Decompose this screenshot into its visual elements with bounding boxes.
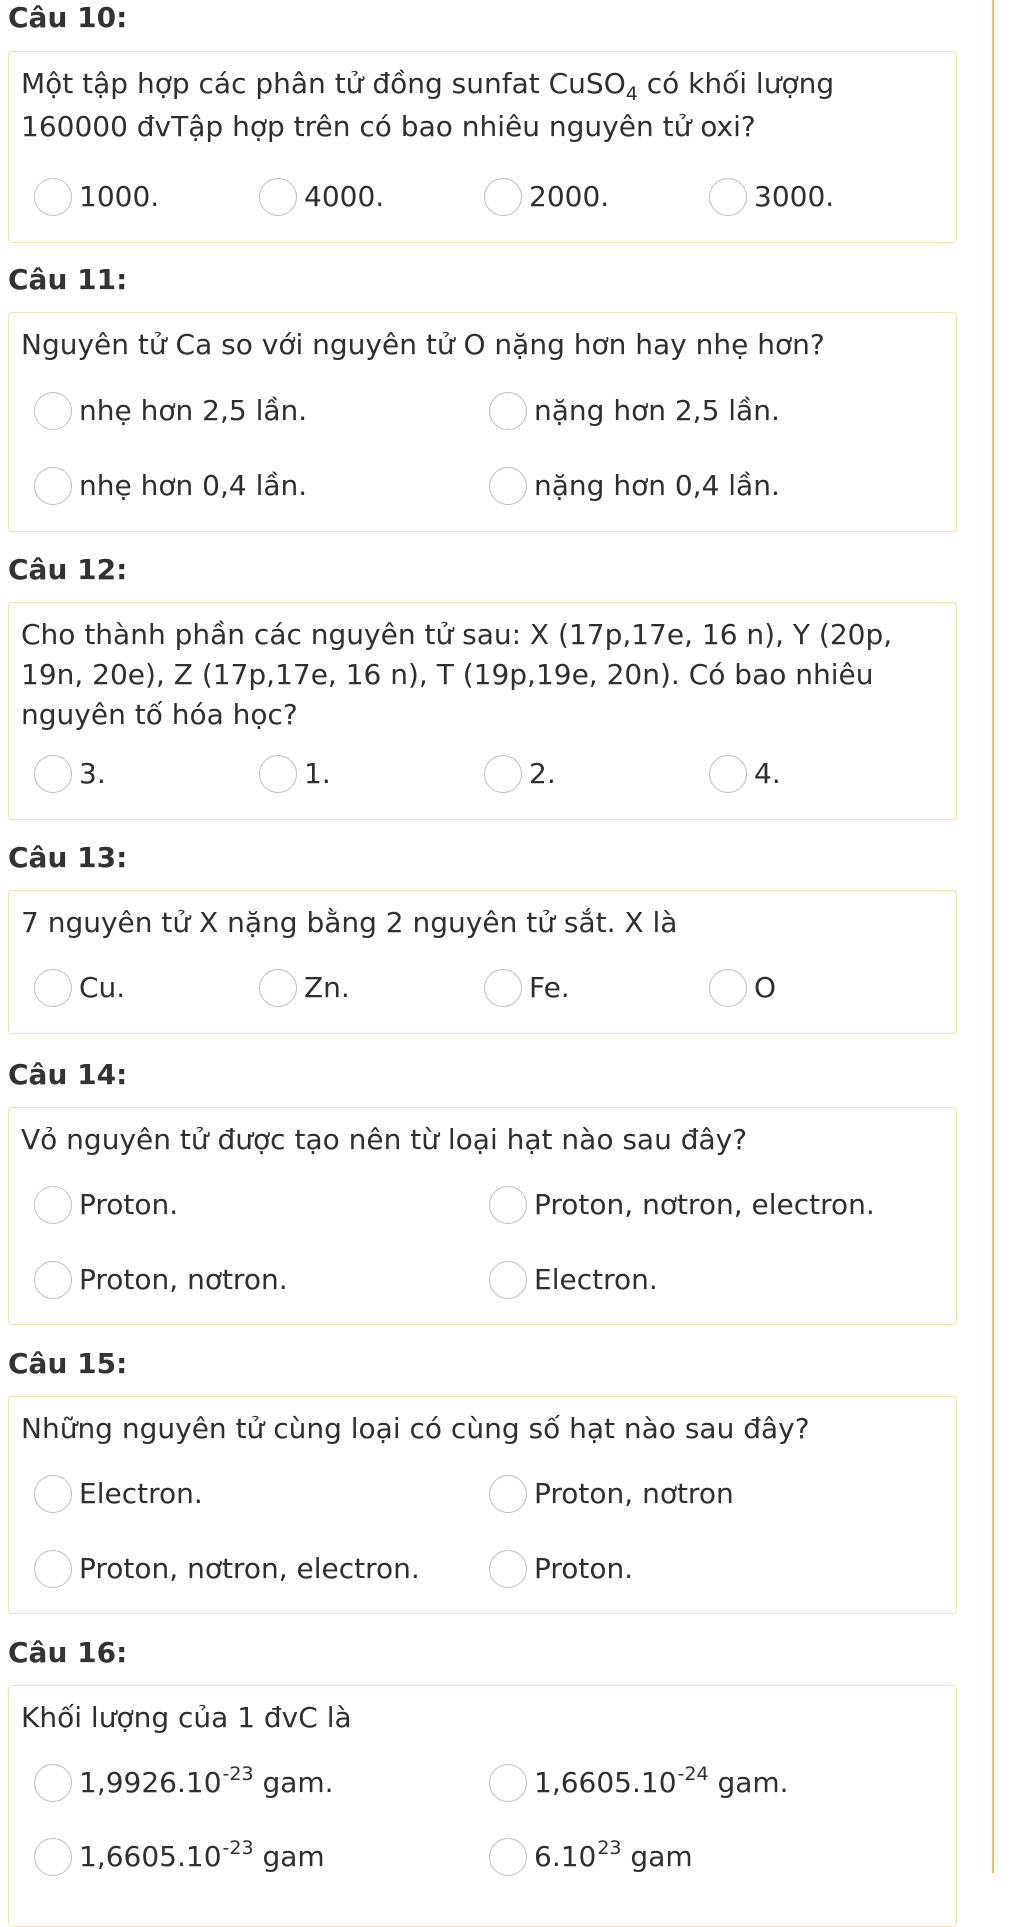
radio-button[interactable]: [259, 969, 297, 1007]
radio-button[interactable]: [259, 178, 297, 216]
option-label: 2.: [529, 757, 556, 790]
question-title: Câu 14:: [8, 1058, 128, 1091]
radio-button[interactable]: [34, 969, 72, 1007]
question-box: [8, 51, 957, 243]
question-box: [8, 1107, 957, 1325]
option-label: $1,6605.10^{-24}$ gam.: [534, 1763, 789, 1799]
option-label: 6.10$^{23}$ gam: [534, 1837, 693, 1873]
radio-button[interactable]: [34, 1261, 72, 1299]
option-label: 1000.: [79, 180, 160, 213]
option-label: Fe.: [529, 971, 570, 1004]
radio-button[interactable]: [709, 178, 747, 216]
option-label: 1.: [304, 757, 331, 790]
radio-button[interactable]: [489, 467, 527, 505]
radio-button[interactable]: [34, 755, 72, 793]
option-label: 4000.: [304, 180, 385, 213]
option-label: Proton, nơtron: [534, 1477, 734, 1510]
option-label: $1,6605.10^{-23}$ gam: [79, 1837, 325, 1873]
radio-button[interactable]: [489, 1261, 527, 1299]
radio-button[interactable]: [709, 969, 747, 1007]
option-label: Zn.: [304, 971, 350, 1004]
option-label: Proton, nơtron, electron.: [534, 1188, 875, 1221]
question-title: Câu 10:: [8, 1, 128, 34]
radio-button[interactable]: [489, 1764, 527, 1802]
question-title: Câu 11:: [8, 263, 128, 296]
option-label: 2000.: [529, 180, 610, 213]
question-text: Nguyên tử Ca so với nguyên tử O nặng hơn hay nhẹ hơn?: [21, 328, 825, 361]
option-label: Electron.: [534, 1263, 658, 1296]
option-label: Proton.: [79, 1188, 179, 1221]
radio-button[interactable]: [34, 467, 72, 505]
radio-button[interactable]: [489, 1475, 527, 1513]
option-label: O: [754, 971, 777, 1004]
option-label: 4.: [754, 757, 781, 790]
radio-button[interactable]: [34, 1475, 72, 1513]
question-box: [8, 602, 957, 820]
radio-button[interactable]: [489, 392, 527, 430]
question-title: Câu 16:: [8, 1636, 128, 1669]
option-label: Proton.: [534, 1552, 634, 1585]
option-label: 3.: [79, 757, 106, 790]
question-text: Khối lượng của 1 đvC là: [21, 1701, 352, 1734]
radio-button[interactable]: [484, 969, 522, 1007]
option-label: Electron.: [79, 1477, 203, 1510]
option-label: nặng hơn 2,5 lần.: [534, 394, 780, 427]
radio-button[interactable]: [484, 178, 522, 216]
question-box: [8, 890, 957, 1034]
radio-button[interactable]: [489, 1186, 527, 1224]
option-label: nhẹ hơn 0,4 lần.: [79, 469, 308, 502]
radio-button[interactable]: [709, 755, 747, 793]
question-text: Những nguyên tử cùng loại có cùng số hạt nào sau đây?: [21, 1412, 810, 1445]
radio-button[interactable]: [489, 1838, 527, 1876]
radio-button[interactable]: [34, 1838, 72, 1876]
radio-button[interactable]: [489, 1550, 527, 1588]
radio-button[interactable]: [34, 1186, 72, 1224]
question-text: Vỏ nguyên tử được tạo nên từ loại hạt nào sau đây?: [21, 1123, 748, 1156]
question-text: Một tập hợp các phân tử đồng sunfat CuSO$_4$ có khối lượng 160000 đvTập hợp trên có bao nhiêu nguyên tử oxi?: [21, 67, 835, 143]
radio-button[interactable]: [259, 755, 297, 793]
right-accent-bar: [992, 0, 994, 1873]
option-label: $1,9926.10^{-23}$ gam.: [79, 1763, 334, 1799]
radio-button[interactable]: [34, 178, 72, 216]
question-box: [8, 312, 957, 532]
question-box: [8, 1396, 957, 1614]
radio-button[interactable]: [484, 755, 522, 793]
question-text: 7 nguyên tử X nặng bằng 2 nguyên tử sắt. X là: [21, 906, 678, 939]
question-title: Câu 12:: [8, 553, 128, 586]
option-label: Proton, nơtron, electron.: [79, 1552, 420, 1585]
question-box: [8, 1685, 957, 1927]
question-text: Cho thành phần các nguyên tử sau: X (17p,17e, 16 n), Y (20p, 19n, 20e), Z (17p,17e, 16 n), T (19p,19e, 20n). Có bao nhiêu nguyên tố hóa học?: [21, 618, 893, 731]
radio-button[interactable]: [34, 1550, 72, 1588]
option-label: 3000.: [754, 180, 835, 213]
option-label: nặng hơn 0,4 lần.: [534, 469, 780, 502]
radio-button[interactable]: [34, 392, 72, 430]
question-title: Câu 13:: [8, 841, 128, 874]
question-title: Câu 15:: [8, 1347, 128, 1380]
option-label: Proton, nơtron.: [79, 1263, 288, 1296]
option-label: nhẹ hơn 2,5 lần.: [79, 394, 308, 427]
radio-button[interactable]: [34, 1764, 72, 1802]
option-label: Cu.: [79, 971, 126, 1004]
